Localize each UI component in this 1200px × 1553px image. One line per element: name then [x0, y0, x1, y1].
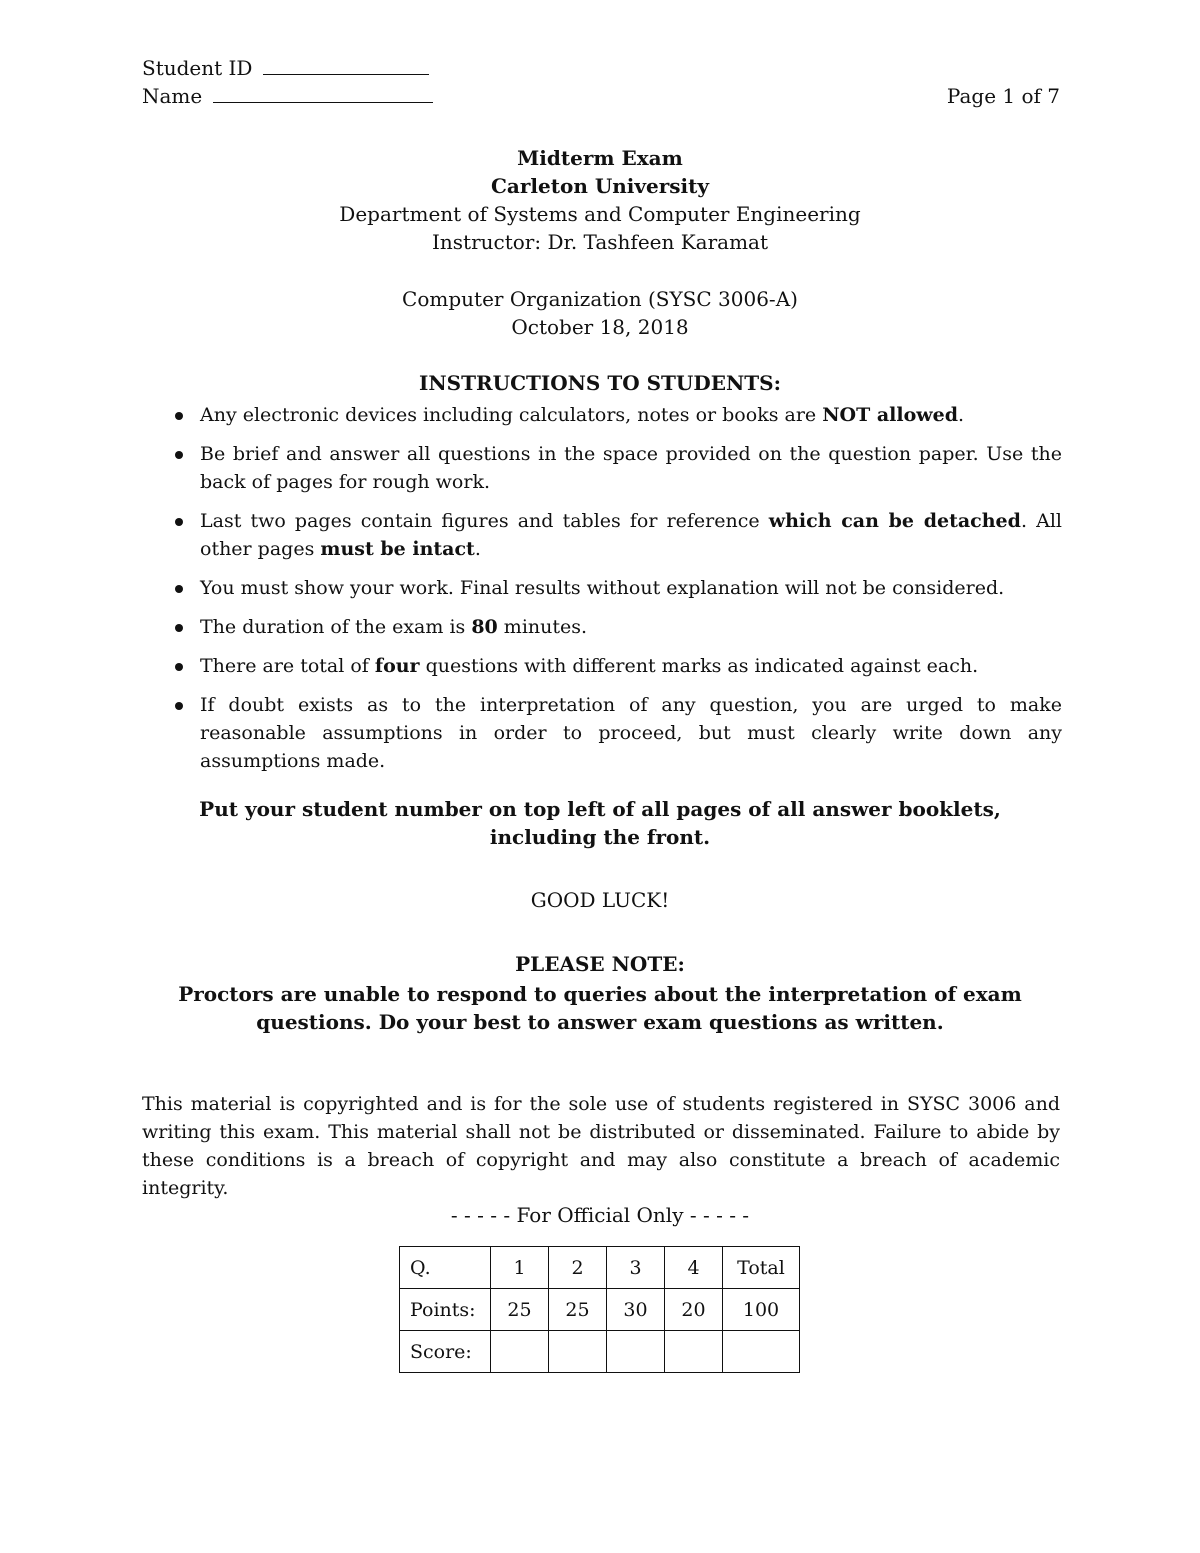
score-cell[interactable] — [549, 1331, 607, 1373]
exam-title: Midterm Exam — [517, 146, 683, 170]
table-cell: 25 — [491, 1289, 549, 1331]
instruction-item: Any electronic devices including calculators, notes or books are NOT allowed. — [172, 401, 1062, 429]
score-cell[interactable] — [665, 1331, 723, 1373]
table-cell: 20 — [665, 1289, 723, 1331]
please-note-line2: questions. Do your best to answer exam questions as written. — [256, 1010, 944, 1034]
table-cell: Total — [723, 1247, 800, 1289]
student-id-line — [142, 56, 429, 80]
bullet-icon — [175, 518, 183, 526]
table-row — [400, 1289, 800, 1331]
please-note-heading: PLEASE NOTE: — [515, 952, 685, 976]
official-only-label: - - - - - For Official Only - - - - - — [450, 1203, 750, 1227]
table-cell: Points: — [400, 1289, 491, 1331]
score-cell[interactable] — [491, 1331, 549, 1373]
table-cell: 1 — [491, 1247, 549, 1289]
table-cell: 4 — [665, 1247, 723, 1289]
name-line — [142, 84, 433, 108]
exam-date: October 18, 2018 — [511, 315, 689, 339]
department-name: Department of Systems and Computer Engineering — [339, 202, 861, 226]
bullet-icon — [175, 451, 183, 459]
bullet-icon — [175, 585, 183, 593]
good-luck: GOOD LUCK! — [530, 888, 670, 912]
course-name: Computer Organization (SYSC 3006-A) — [402, 287, 798, 311]
table-cell: Score: — [400, 1331, 491, 1373]
student-id-label: Student ID — [142, 56, 253, 80]
university-name: Carleton University — [491, 174, 709, 198]
instruction-item: There are total of four questions with different marks as indicated against each. — [172, 652, 1062, 680]
official-score-table — [399, 1246, 800, 1373]
score-cell[interactable] — [607, 1331, 665, 1373]
instructions-heading: INSTRUCTIONS TO STUDENTS: — [419, 371, 781, 395]
instructions-list — [172, 401, 1062, 786]
table-cell: 30 — [607, 1289, 665, 1331]
table-cell: 100 — [723, 1289, 800, 1331]
table-cell: Q. — [400, 1247, 491, 1289]
instruction-item: Be brief and answer all questions in the space provided on the question paper. Use the back of pages for rough work. — [172, 440, 1062, 496]
score-cell[interactable] — [723, 1331, 800, 1373]
please-note-line1: Proctors are unable to respond to queries about the interpretation of exam — [178, 982, 1022, 1006]
bullet-icon — [175, 663, 183, 671]
page-number: Page 1 of 7 — [946, 84, 1060, 108]
student-number-note-line2: including the front. — [489, 825, 711, 849]
instruction-item: You must show your work. Final results without explanation will not be considered. — [172, 574, 1062, 602]
name-blank[interactable] — [213, 84, 433, 103]
table-row — [400, 1247, 800, 1289]
table-cell: 25 — [549, 1289, 607, 1331]
name-label: Name — [142, 84, 203, 108]
instructor-name: Instructor: Dr. Tashfeen Karamat — [431, 230, 768, 254]
instruction-item: If doubt exists as to the interpretation of any question, you are urged to make reasonable assumptions in order to proceed, but must clearly write down any assumptions made. — [172, 691, 1062, 775]
table-row — [400, 1331, 800, 1373]
table-cell: 3 — [607, 1247, 665, 1289]
bullet-icon — [175, 624, 183, 632]
bullet-icon — [175, 412, 183, 420]
instruction-item: The duration of the exam is 80 minutes. — [172, 613, 1062, 641]
instruction-item: Last two pages contain figures and tables for reference which can be detached. All other pages must be intact. — [172, 507, 1062, 563]
bullet-icon — [175, 702, 183, 710]
student-number-note-line1: Put your student number on top left of all pages of all answer booklets, — [199, 797, 1001, 821]
table-cell: 2 — [549, 1247, 607, 1289]
copyright-notice: This material is copyrighted and is for the sole use of students registered in SYSC 3006 and writing this exam. This material shall not be distributed or disseminated. Failure to abide by these conditions is a breach of copyright and may also constitute a breach of academic integrity. — [142, 1093, 1060, 1199]
student-id-blank[interactable] — [263, 56, 429, 75]
